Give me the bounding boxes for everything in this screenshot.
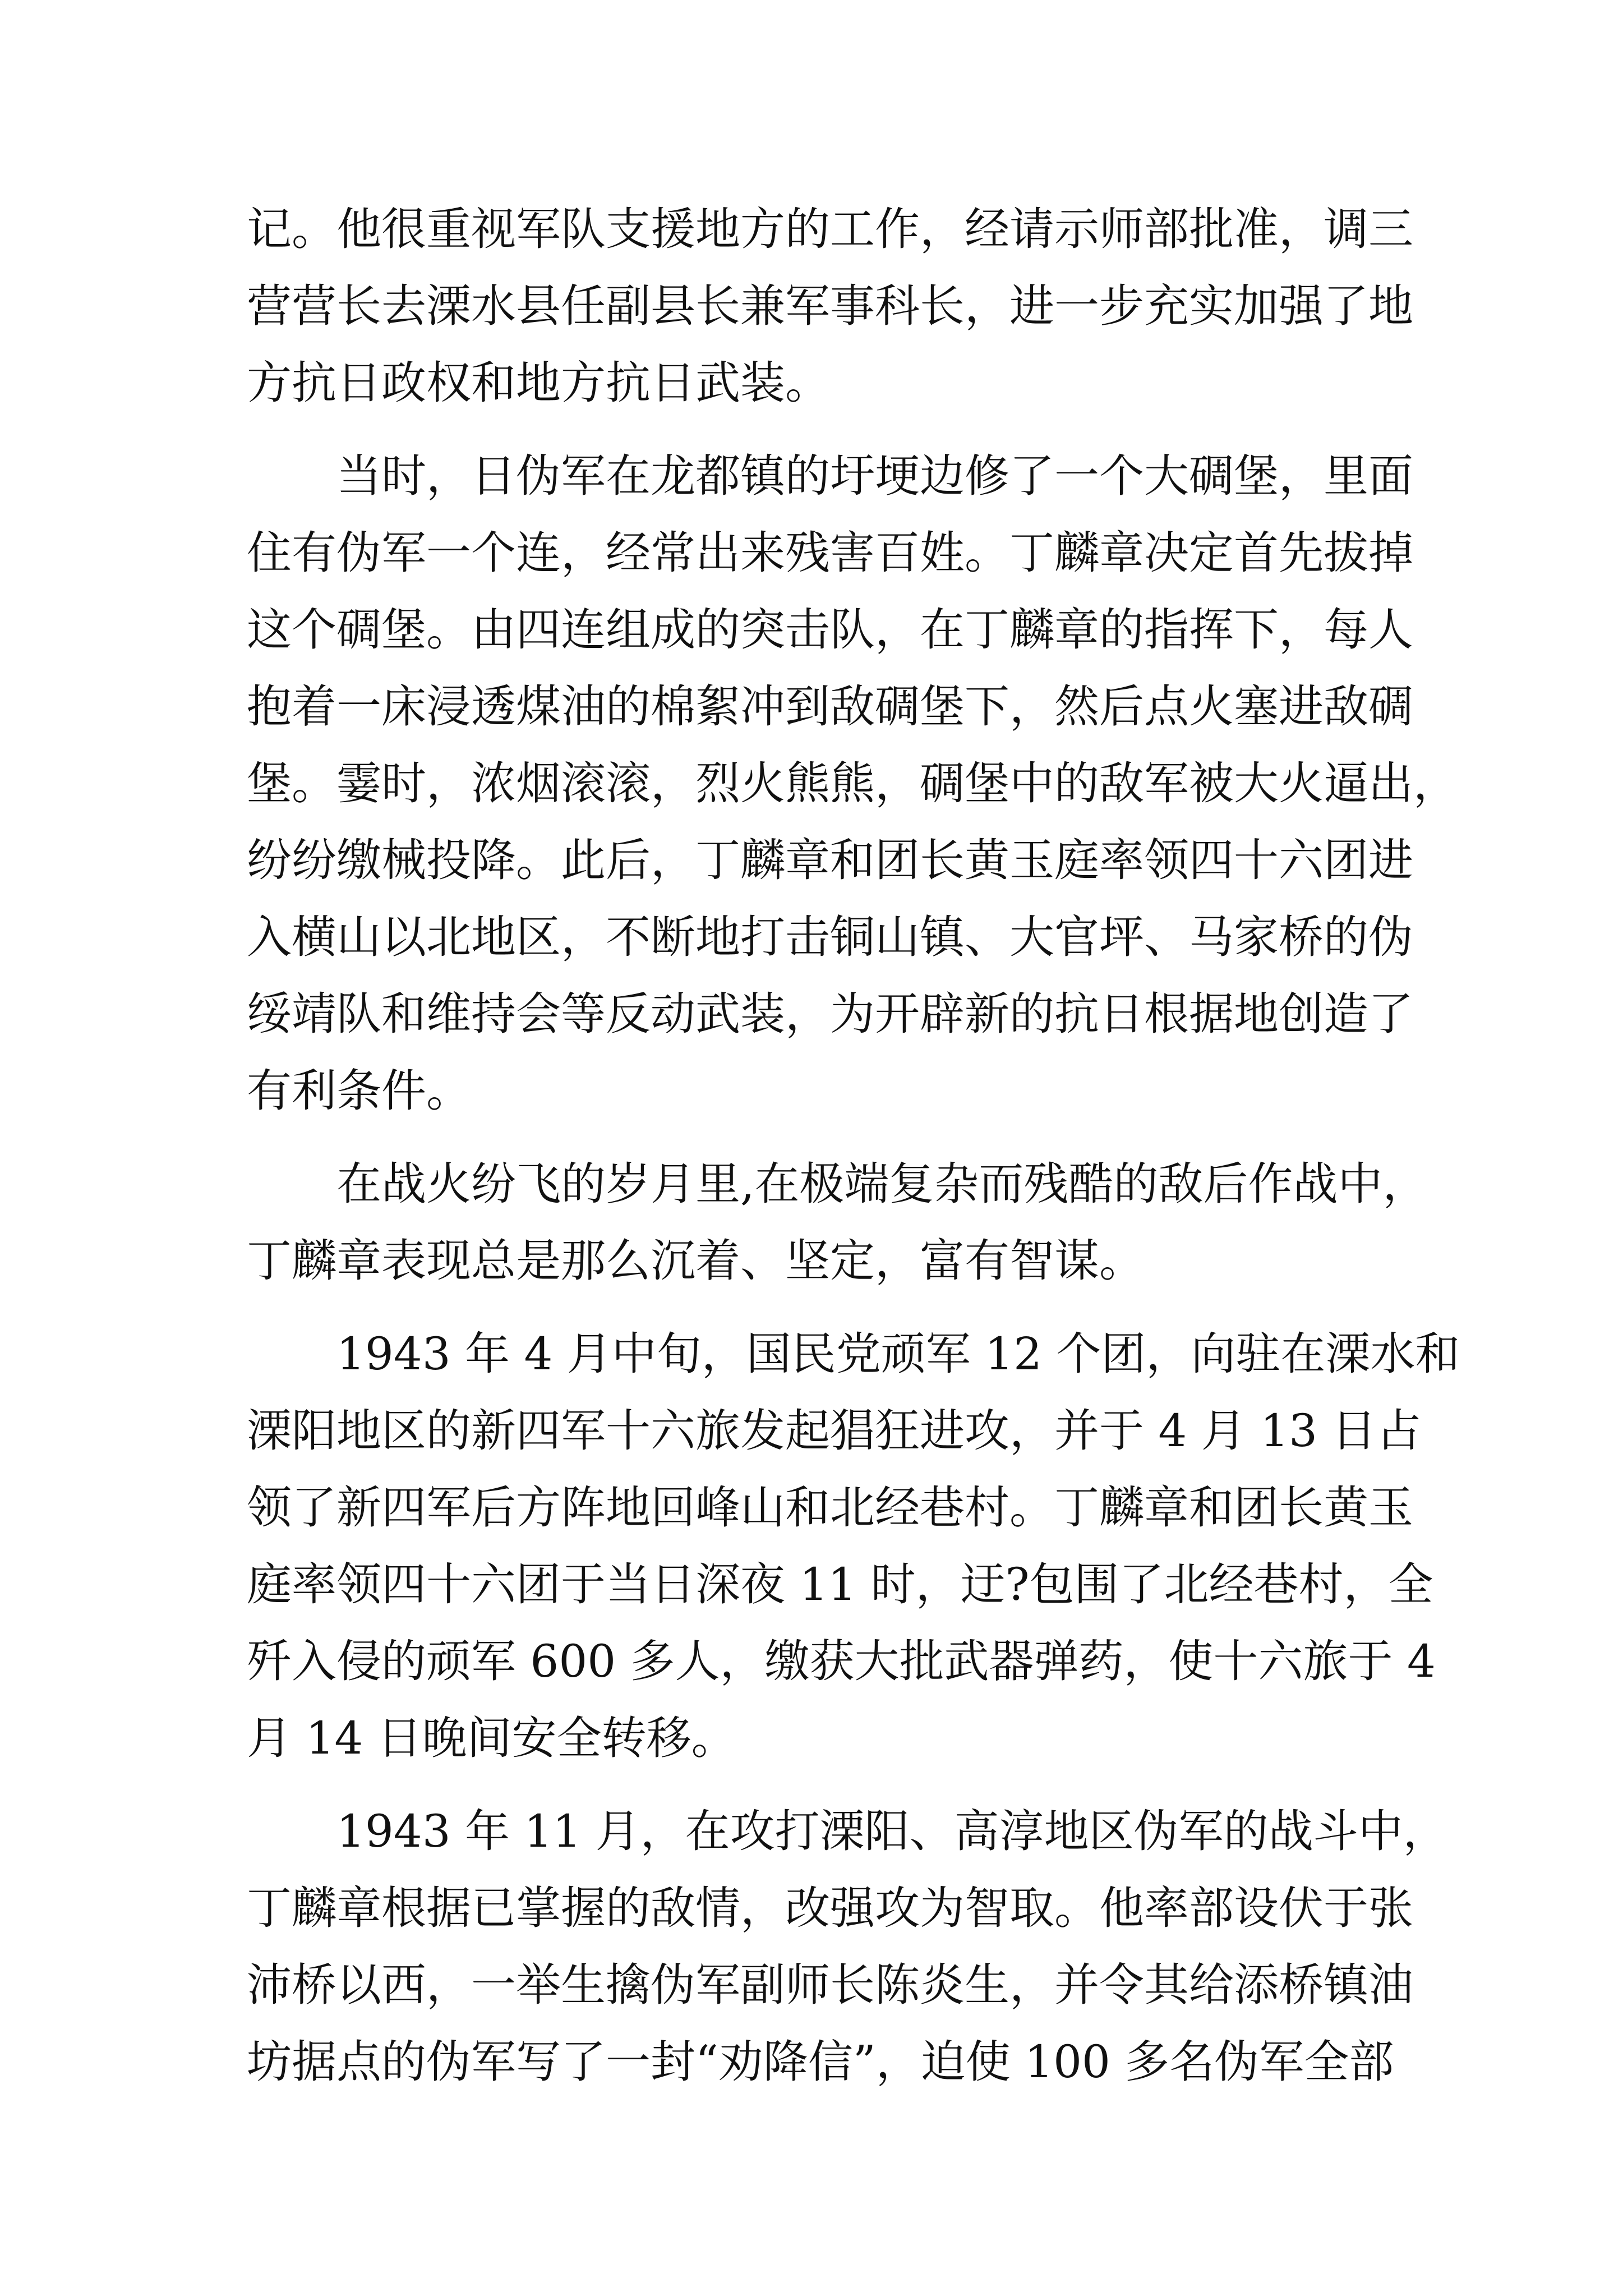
text-line: 1943 年 11 月，在攻打溧阳、高淳地区伪军的战斗中， (247, 1805, 1448, 1857)
text-line: 抱着一床浸透煤油的棉絮冲到敌碉堡下，然后点火塞进敌碉 (247, 680, 1413, 733)
text-line: 在战火纷飞的岁月里,在极端复杂而残酷的敌后作战中， (247, 1158, 1428, 1210)
text-line: 坊据点的伪军写了一封“劝降信”，迫使 100 多名伪军全部 (247, 2036, 1394, 2088)
text-line: 记。他很重视军队支援地方的工作，经请示师部批准，调三 (247, 203, 1413, 255)
text-line: 丁麟章根据已掌握的敌情，改强攻为智取。他率部设伏于张 (247, 1882, 1413, 1934)
text-line: 入横山以北地区，不断地打击铜山镇、大官坪、马家桥的伪 (247, 911, 1413, 963)
text-line: 丁麟章表现总是那么沉着、坚定，富有智谋。 (247, 1235, 1144, 1287)
text-line: 1943 年 4 月中旬，国民党顽军 12 个团，向驻在溧水和 (247, 1328, 1460, 1380)
text-line: 有利条件。 (247, 1065, 471, 1117)
text-line: 领了新四军后方阵地回峰山和北经巷村。丁麟章和团长黄玉 (247, 1481, 1413, 1534)
text-line: 当时，日伪军在龙都镇的圩埂边修了一个大碉堡，里面 (247, 450, 1413, 502)
body-text (247, 191, 1460, 2100)
text-line: 庭率领四十六团于当日深夜 11 时，迂?包围了北经巷村，全 (247, 1558, 1433, 1611)
text-line: 营营长去溧水县任副县长兼军事科长，进一步充实加强了地 (247, 280, 1413, 332)
text-line: 纷纷缴械投降。此后，丁麟章和团长黄玉庭率领四十六团进 (247, 834, 1413, 886)
text-line: 沛桥以西，一举生擒伪军副师长陈炎生，并令其给添桥镇油 (247, 1959, 1413, 2011)
text-line: 绥靖队和维持会等反动武装，为开辟新的抗日根据地创造了 (247, 988, 1413, 1040)
text-line: 住有伪军一个连，经常出来残害百姓。丁麟章决定首先拔掉 (247, 527, 1413, 579)
text-line: 这个碉堡。由四连组成的突击队，在丁麟章的指挥下，每人 (247, 604, 1413, 656)
text-line: 月 14 日晚间安全转移。 (247, 1712, 736, 1764)
text-line: 歼入侵的顽军 600 多人，缴获大批武器弹药，使十六旅于 4 (247, 1635, 1436, 1687)
text-line: 堡。霎时，浓烟滚滚，烈火熊熊，碉堡中的敌军被大火逼出， (247, 757, 1458, 809)
text-line: 方抗日政权和地方抗日武装。 (247, 357, 830, 409)
text-line: 溧阳地区的新四军十六旅发起猖狂进攻，并于 4 月 13 日占 (247, 1405, 1422, 1457)
